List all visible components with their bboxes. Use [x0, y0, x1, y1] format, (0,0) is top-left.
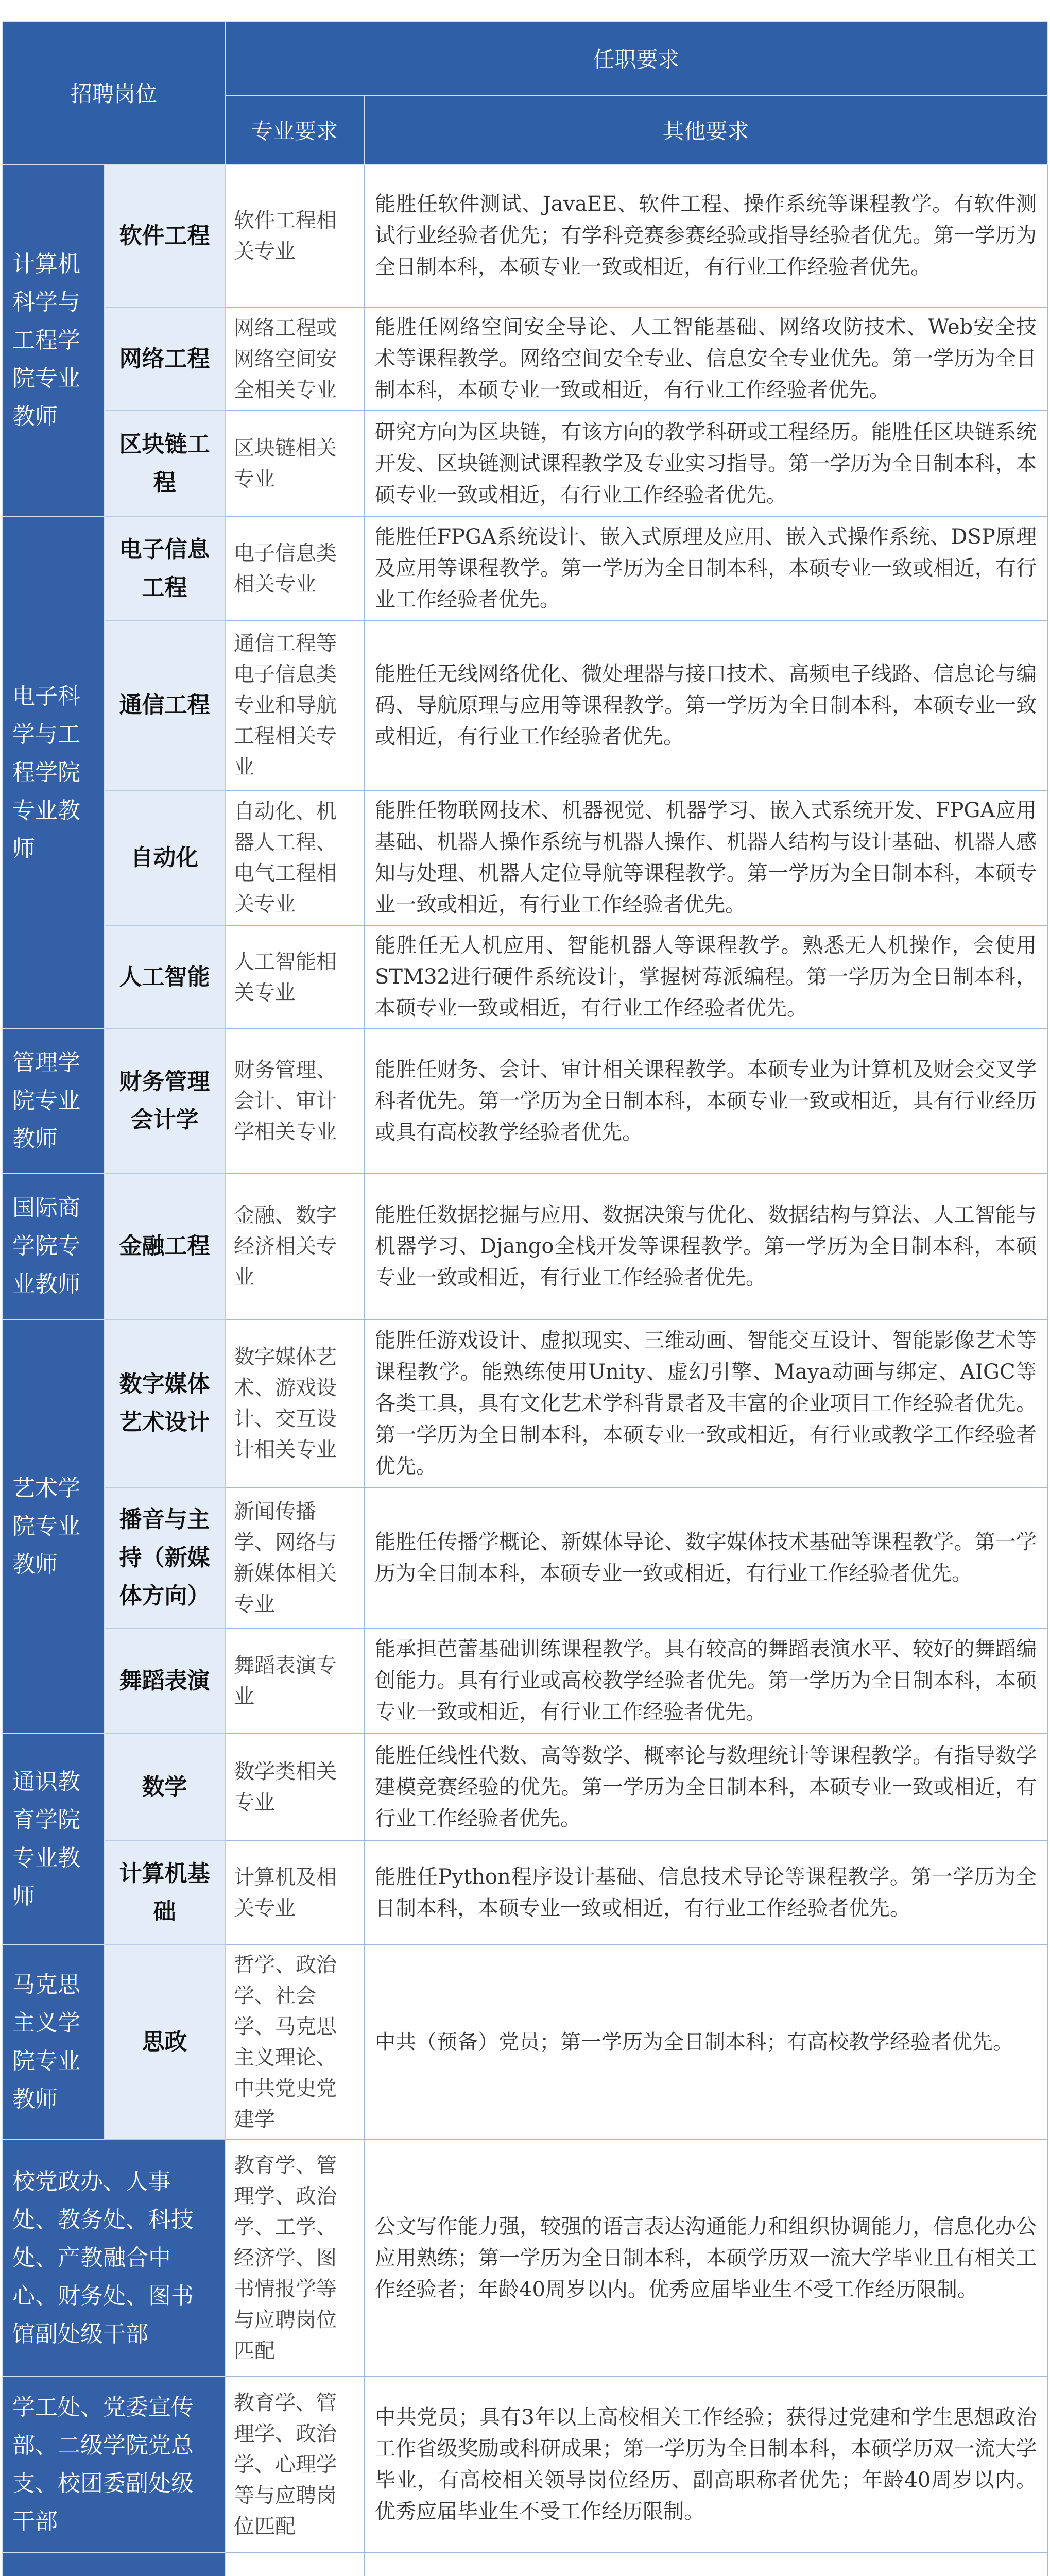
position-cell: 数学 — [104, 1734, 225, 1841]
position-cell: 校党政办、人事处、教务处、科技处、产教融合中心、财务处、图书馆副处级干部 — [3, 2140, 225, 2377]
table-row — [3, 1319, 1047, 1487]
position-cell: 通信工程 — [104, 620, 225, 790]
table-row — [3, 1628, 1047, 1734]
position-cell: 学工处、党委宣传部、二级学院党总支、校团委副处级干部 — [3, 2377, 225, 2553]
position-cell: 计算机基础 — [104, 1841, 225, 1945]
major-cell: 计算机及相关专业 — [225, 1841, 364, 1945]
dept-cell: 电子科学与工程学院专业教师 — [3, 517, 104, 1029]
major-cell: 人工智能相关专业 — [225, 925, 364, 1029]
other-cell: 能胜任软件测试、JavaEE、软件工程、操作系统等课程教学。有软件测试行业经验者优先；有学科竞赛参赛经验或指导经验者优先。第一学历为全日制本科，本硕专业一致或相近，有行业工作经验者优先。 — [364, 164, 1047, 307]
position-cell: 自动化 — [104, 790, 225, 925]
major-cell: 数字媒体艺术、游戏设计、交互设计相关专业 — [225, 1319, 364, 1487]
major-cell: 财务管理、会计、审计学相关专业 — [225, 1029, 364, 1173]
other-cell: 能胜任无人机应用、智能机器人等课程教学。熟悉无人机操作，会使用STM32进行硬件系统设计，掌握树莓派编程。第一学历为全日制本科，本硕专业一致或相近，有行业工作经验者优先。 — [364, 925, 1047, 1029]
other-cell: 能胜任网络空间安全导论、人工智能基础、网络攻防技术、Web安全技术等课程教学。网络空间安全专业、信息安全专业优先。第一学历为全日制本科，本硕专业一致或相近，有行业工作经验者优先。 — [364, 307, 1047, 411]
other-cell: 能胜任Python程序设计基础、信息技术导论等课程教学。第一学历为全日制本科，本硕专业一致或相近，有行业工作经验者优先。 — [364, 1841, 1047, 1945]
table-row — [3, 1945, 1047, 2140]
header-position: 招聘岗位 — [3, 21, 225, 164]
dept-cell: 计算机科学与工程学院专业教师 — [3, 164, 104, 517]
header-requirements: 任职要求 — [225, 21, 1047, 95]
major-cell: 网络工程或网络空间安全相关专业 — [225, 307, 364, 411]
major-cell: 通信工程等电子信息类专业和导航工程相关专业 — [225, 620, 364, 790]
major-cell: 自动化、机器人工程、电气工程相关专业 — [225, 790, 364, 925]
table-row — [3, 1029, 1047, 1173]
major-cell: 教育学、管理学、政治学、心理学等与应聘岗位匹配 — [225, 2377, 364, 2553]
position-cell: 区块链工程 — [104, 411, 225, 517]
major-cell: 软件工程相关专业 — [225, 164, 364, 307]
position-cell: 数字媒体艺术设计 — [104, 1319, 225, 1487]
table-row — [3, 1734, 1047, 1841]
other-cell: 能承担芭蕾基础训练课程教学。具有较高的舞蹈表演水平、较好的舞蹈编创能力。具有行业或高校教学经验者优先。第一学历为全日制本科，本硕专业一致或相近，有行业工作经验者优先。 — [364, 1628, 1047, 1734]
other-cell: 公文写作能力强，较强的语言表达沟通能力和组织协调能力，信息化办公应用熟练；第一学历为全日制本科，本硕学历双一流大学毕业且有相关工作经验者；年龄40周岁以内。优秀应届毕业生不受工作经历限制。 — [364, 2140, 1047, 2377]
major-cell: 区块链相关专业 — [225, 411, 364, 517]
recruitment-table — [2, 21, 1048, 2576]
header-other: 其他要求 — [364, 95, 1047, 164]
position-cell: 播音与主持（新媒体方向） — [104, 1487, 225, 1628]
position-cell: 财务管理会计学 — [104, 1029, 225, 1173]
table-row — [3, 307, 1047, 411]
other-cell: 能胜任游戏设计、虚拟现实、三维动画、智能交互设计、智能影像艺术等课程教学。能熟练使用Unity、虚幻引擎、Maya动画与绑定、AIGC等各类工具，具有文化艺术学科背景者及丰富的企业项目工作经验者优先。第一学历为全日制本科，本硕专业一致或相近，有行业或教学工作经验者优先。 — [364, 1319, 1047, 1487]
other-cell: 能胜任财务、会计、审计相关课程教学。本硕专业为计算机及财会交叉学科者优先。第一学历为全日制本科，本硕专业一致或相近，具有行业经历或具有高校教学经验者优先。 — [364, 1029, 1047, 1173]
dept-cell: 通识教育学院专业教师 — [3, 1734, 104, 1945]
dept-cell: 艺术学院专业教师 — [3, 1319, 104, 1734]
dept-cell: 管理学院专业教师 — [3, 1029, 104, 1173]
table-row — [3, 620, 1047, 790]
position-cell: 电子信息工程 — [104, 517, 225, 620]
major-cell: 电子信息类相关专业 — [225, 517, 364, 620]
other-cell: 能胜任FPGA系统设计、嵌入式原理及应用、嵌入式操作系统、DSP原理及应用等课程教学。第一学历为全日制本科，本硕专业一致或相近，有行业工作经验者优先。 — [364, 517, 1047, 620]
table-row — [3, 1841, 1047, 1945]
position-cell: 软件工程 — [104, 164, 225, 307]
table-row — [3, 517, 1047, 620]
table-row — [3, 164, 1047, 307]
other-cell — [364, 2553, 1047, 2576]
table-row — [3, 925, 1047, 1029]
dept-cell: 国际商学院专业教师 — [3, 1173, 104, 1319]
other-cell: 能胜任传播学概论、新媒体导论、数字媒体技术基础等课程教学。第一学历为全日制本科，本硕专业一致或相近，有行业工作经验者优先。 — [364, 1487, 1047, 1628]
position-cell — [3, 2553, 225, 2576]
table-row — [3, 790, 1047, 925]
other-cell: 能胜任数据挖掘与应用、数据决策与优化、数据结构与算法、人工智能与机器学习、Django全栈开发等课程教学。第一学历为全日制本科，本硕专业一致或相近，有行业工作经验者优先。 — [364, 1173, 1047, 1319]
position-cell: 金融工程 — [104, 1173, 225, 1319]
other-cell: 研究方向为区块链，有该方向的教学科研或工程经历。能胜任区块链系统开发、区块链测试课程教学及专业实习指导。第一学历为全日制本科，本硕专业一致或相近，有行业工作经验者优先。 — [364, 411, 1047, 517]
major-cell: 金融、数字经济相关专业 — [225, 1173, 364, 1319]
major-cell: 舞蹈表演专业 — [225, 1628, 364, 1734]
table-row — [3, 1487, 1047, 1628]
header-major: 专业要求 — [225, 95, 364, 164]
other-cell: 中共党员；具有3年以上高校相关工作经验；获得过党建和学生思想政治工作省级奖励或科研成果；第一学历为全日制本科，本硕学历双一流大学毕业，有高校相关领导岗位经历、副高职称者优先；年龄40周岁以内。优秀应届毕业生不受工作经历限制。 — [364, 2377, 1047, 2553]
table-row — [3, 1173, 1047, 1319]
other-cell: 能胜任物联网技术、机器视觉、机器学习、嵌入式系统开发、FPGA应用基础、机器人操作系统与机器人操作、机器人结构与设计基础、机器人感知与处理、机器人定位导航等课程教学。第一学历为全日制本科，本硕专业一致或相近，有行业工作经验者优先。 — [364, 790, 1047, 925]
table-row — [3, 411, 1047, 517]
major-cell: 新闻传播学、网络与新媒体相关专业 — [225, 1487, 364, 1628]
table-row — [3, 2377, 1047, 2553]
major-cell: 教育学、管理学、政治学、工学、经济学、图书情报学等与应聘岗位匹配 — [225, 2140, 364, 2377]
position-cell: 思政 — [104, 1945, 225, 2140]
other-cell: 能胜任无线网络优化、微处理器与接口技术、高频电子线路、信息论与编码、导航原理与应用等课程教学。第一学历为全日制本科，本硕专业一致或相近，有行业工作经验者优先。 — [364, 620, 1047, 790]
dept-cell: 马克思主义学院专业教师 — [3, 1945, 104, 2140]
table-row — [3, 2553, 1047, 2576]
table-row — [3, 2140, 1047, 2377]
position-cell: 人工智能 — [104, 925, 225, 1029]
major-cell — [225, 2553, 364, 2576]
other-cell: 中共（预备）党员；第一学历为全日制本科；有高校教学经验者优先。 — [364, 1945, 1047, 2140]
position-cell: 舞蹈表演 — [104, 1628, 225, 1734]
major-cell: 哲学、政治学、社会学、马克思主义理论、中共党史党建学 — [225, 1945, 364, 2140]
position-cell: 网络工程 — [104, 307, 225, 411]
other-cell: 能胜任线性代数、高等数学、概率论与数理统计等课程教学。有指导数学建模竞赛经验的优先。第一学历为全日制本科，本硕专业一致或相近，有行业工作经验者优先。 — [364, 1734, 1047, 1841]
major-cell: 数学类相关专业 — [225, 1734, 364, 1841]
